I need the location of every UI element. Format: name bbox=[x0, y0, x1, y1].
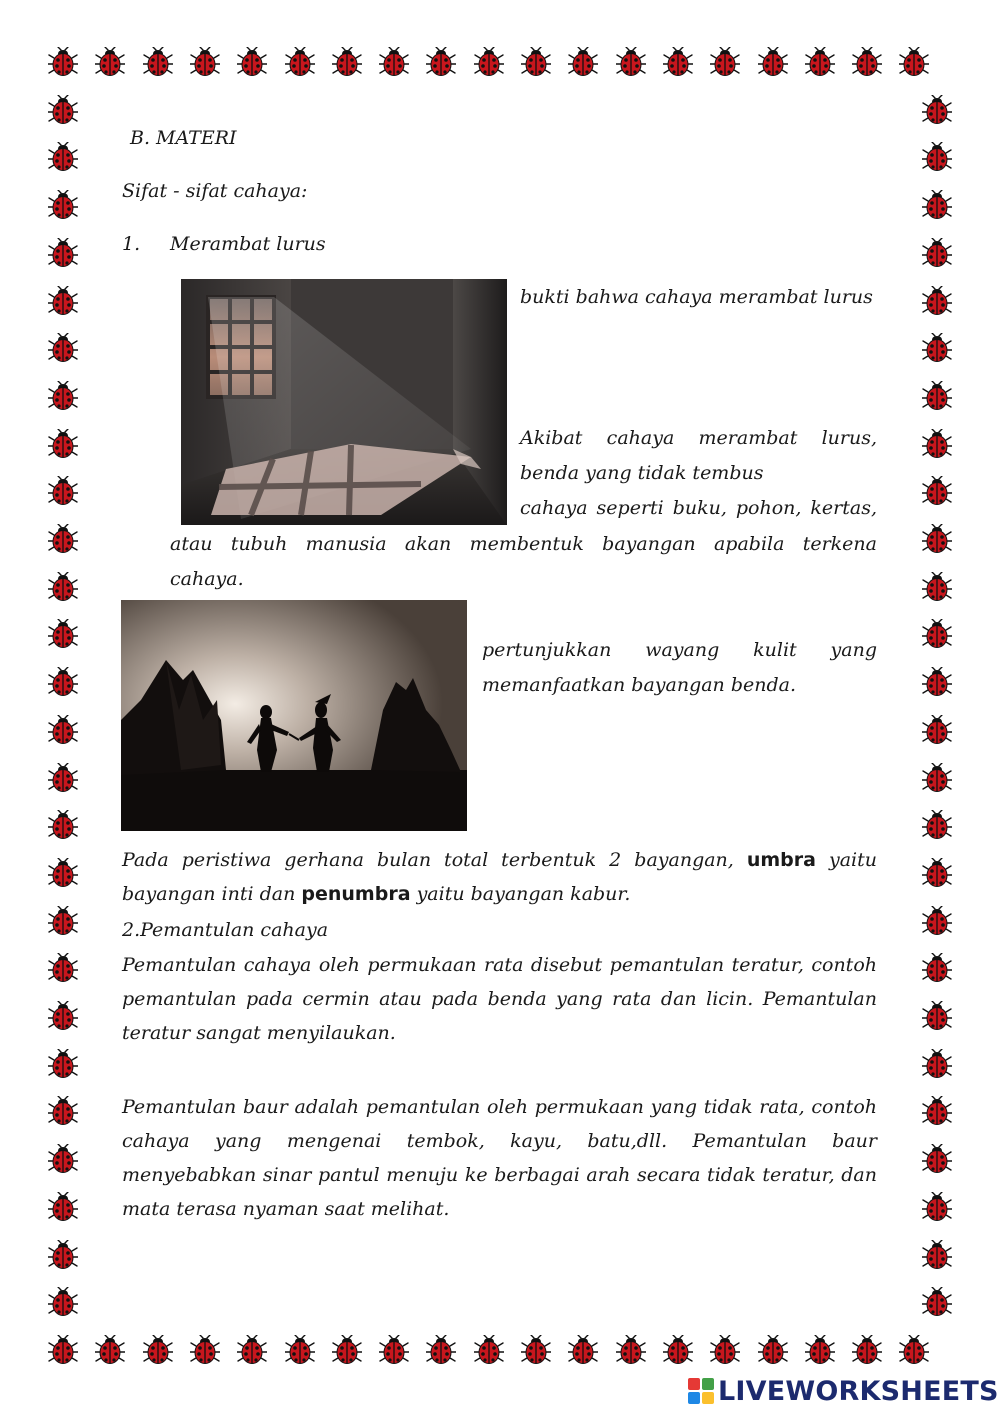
photo-2-caption-1: pertunjukkan wayang kulit yang bbox=[482, 639, 877, 661]
ladybug-icon bbox=[48, 524, 78, 554]
ladybug-icon bbox=[922, 524, 952, 554]
item-2-heading: 2.Pemantulan cahaya bbox=[122, 919, 329, 941]
subtitle: Sifat - sifat cahaya: bbox=[122, 180, 308, 202]
ladybug-icon bbox=[922, 476, 952, 506]
ladybug-icon bbox=[285, 1335, 315, 1365]
ladybug-icon bbox=[426, 47, 456, 77]
ladybug-icon bbox=[663, 47, 693, 77]
photo-1-text-full-2: cahaya. bbox=[170, 568, 244, 590]
ladybug-icon bbox=[852, 47, 882, 77]
photo-1-caption: bukti bahwa cahaya merambat lurus bbox=[520, 286, 873, 308]
ladybug-icon bbox=[922, 1287, 952, 1317]
ladybug-icon bbox=[616, 1335, 646, 1365]
ladybug-icon bbox=[48, 1001, 78, 1031]
ladybug-icon bbox=[922, 953, 952, 983]
ladybug-icon bbox=[426, 1335, 456, 1365]
ladybug-icon bbox=[922, 1096, 952, 1126]
ladybug-icon bbox=[332, 1335, 362, 1365]
ladybug-icon bbox=[922, 238, 952, 268]
eclipse-part-1: Pada peristiwa gerhana bulan total terbentuk 2 bayangan, bbox=[122, 849, 747, 871]
ladybug-icon bbox=[48, 1096, 78, 1126]
ladybug-icon bbox=[190, 1335, 220, 1365]
ladybug-icon bbox=[48, 858, 78, 888]
ladybug-icon bbox=[237, 47, 267, 77]
ladybug-icon bbox=[922, 1192, 952, 1222]
ladybug-icon bbox=[922, 810, 952, 840]
logo-squares-icon bbox=[688, 1378, 714, 1404]
ladybug-icon bbox=[922, 715, 952, 745]
ladybug-icon bbox=[805, 47, 835, 77]
ladybug-icon bbox=[95, 1335, 125, 1365]
ladybug-icon bbox=[48, 476, 78, 506]
item-1-label: Merambat lurus bbox=[170, 233, 326, 255]
ladybug-icon bbox=[237, 1335, 267, 1365]
ladybug-icon bbox=[922, 1049, 952, 1079]
wayang-kulit-photo bbox=[121, 600, 467, 831]
ladybug-icon bbox=[568, 1335, 598, 1365]
ladybug-icon bbox=[48, 238, 78, 268]
penumbra-term: penumbra bbox=[301, 883, 411, 905]
eclipse-paragraph bbox=[122, 843, 877, 911]
eclipse-part-3: yaitu bayangan kabur. bbox=[410, 883, 631, 905]
logo-text: LIVEWORKSHEETS bbox=[718, 1375, 999, 1407]
ladybug-icon bbox=[48, 286, 78, 316]
ladybug-icon bbox=[48, 572, 78, 602]
liveworksheets-logo bbox=[688, 1373, 999, 1409]
ladybug-icon bbox=[95, 47, 125, 77]
ladybug-icon bbox=[48, 1335, 78, 1365]
ladybug-icon bbox=[922, 333, 952, 363]
ladybug-icon bbox=[521, 1335, 551, 1365]
regular-reflection-paragraph: Pemantulan cahaya oleh permukaan rata disebut pemantulan teratur, contoh pemantulan pada cermin atau pada benda yang rata dan licin. Pemantulan teratur sangat menyilaukan. bbox=[122, 954, 877, 1044]
ladybug-icon bbox=[48, 381, 78, 411]
photo-1-text-full-1: atau tubuh manusia akan membentuk bayangan apabila terkena bbox=[170, 533, 877, 555]
ladybug-icon bbox=[48, 1240, 78, 1270]
ladybug-icon bbox=[758, 47, 788, 77]
ladybug-icon bbox=[922, 142, 952, 172]
ladybug-icon bbox=[710, 47, 740, 77]
ladybug-icon bbox=[616, 47, 646, 77]
ladybug-icon bbox=[332, 47, 362, 77]
ladybug-icon bbox=[852, 1335, 882, 1365]
ladybug-icon bbox=[568, 47, 598, 77]
ladybug-icon bbox=[922, 95, 952, 125]
photo-1-text-right-2: benda yang tidak tembus bbox=[520, 462, 764, 484]
ladybug-icon bbox=[922, 572, 952, 602]
photo-2-caption-2: memanfaatkan bayangan benda. bbox=[482, 674, 797, 696]
ladybug-icon bbox=[474, 1335, 504, 1365]
ladybug-icon bbox=[48, 1049, 78, 1079]
ladybug-icon bbox=[922, 1144, 952, 1174]
ladybug-icon bbox=[143, 1335, 173, 1365]
ladybug-icon bbox=[922, 667, 952, 697]
ladybug-icon bbox=[48, 953, 78, 983]
ladybug-icon bbox=[48, 142, 78, 172]
ladybug-icon bbox=[899, 1335, 929, 1365]
item-1-number: 1. bbox=[122, 233, 141, 255]
ladybug-icon bbox=[143, 47, 173, 77]
ladybug-icon bbox=[48, 906, 78, 936]
ladybug-icon bbox=[48, 715, 78, 745]
ladybug-icon bbox=[48, 95, 78, 125]
ladybug-icon bbox=[922, 763, 952, 793]
ladybug-icon bbox=[48, 667, 78, 697]
ladybug-icon bbox=[922, 1240, 952, 1270]
ladybug-icon bbox=[922, 429, 952, 459]
ladybug-icon bbox=[922, 381, 952, 411]
ladybug-icon bbox=[521, 47, 551, 77]
ladybug-icon bbox=[922, 190, 952, 220]
umbra-term: umbra bbox=[746, 849, 816, 871]
ladybug-icon bbox=[758, 1335, 788, 1365]
section-title: B. MATERI bbox=[130, 127, 237, 149]
ladybug-icon bbox=[48, 1144, 78, 1174]
ladybug-icon bbox=[48, 429, 78, 459]
ladybug-icon bbox=[379, 47, 409, 77]
room-light-photo bbox=[181, 279, 507, 525]
ladybug-icon bbox=[899, 47, 929, 77]
ladybug-icon bbox=[48, 619, 78, 649]
ladybug-icon bbox=[474, 47, 504, 77]
ladybug-icon bbox=[190, 47, 220, 77]
ladybug-icon bbox=[48, 810, 78, 840]
ladybug-icon bbox=[48, 763, 78, 793]
ladybug-icon bbox=[922, 286, 952, 316]
ladybug-icon bbox=[379, 1335, 409, 1365]
ladybug-icon bbox=[48, 333, 78, 363]
ladybug-icon bbox=[48, 190, 78, 220]
ladybug-icon bbox=[922, 619, 952, 649]
ladybug-icon bbox=[710, 1335, 740, 1365]
diffuse-reflection-paragraph: Pemantulan baur adalah pemantulan oleh permukaan yang tidak rata, contoh cahaya yang mengenai tembok, kayu, batu,dll. Pemantulan baur menyebabkan sinar pantul menuju ke berbagai arah secara tidak teratur, dan mata terasa nyaman saat melihat. bbox=[122, 1096, 877, 1220]
photo-1-text-right-1: Akibat cahaya merambat lurus, bbox=[520, 427, 877, 449]
ladybug-icon bbox=[922, 1001, 952, 1031]
ladybug-icon bbox=[922, 906, 952, 936]
ladybug-icon bbox=[922, 858, 952, 888]
ladybug-icon bbox=[663, 1335, 693, 1365]
ladybug-icon bbox=[285, 47, 315, 77]
eclipse-part-2: yaitu bayangan inti dan bbox=[122, 849, 877, 905]
ladybug-icon bbox=[48, 1192, 78, 1222]
ladybug-icon bbox=[805, 1335, 835, 1365]
photo-1-text-right-3: cahaya seperti buku, pohon, kertas, bbox=[520, 497, 877, 519]
ladybug-icon bbox=[48, 1287, 78, 1317]
ladybug-icon bbox=[48, 47, 78, 77]
